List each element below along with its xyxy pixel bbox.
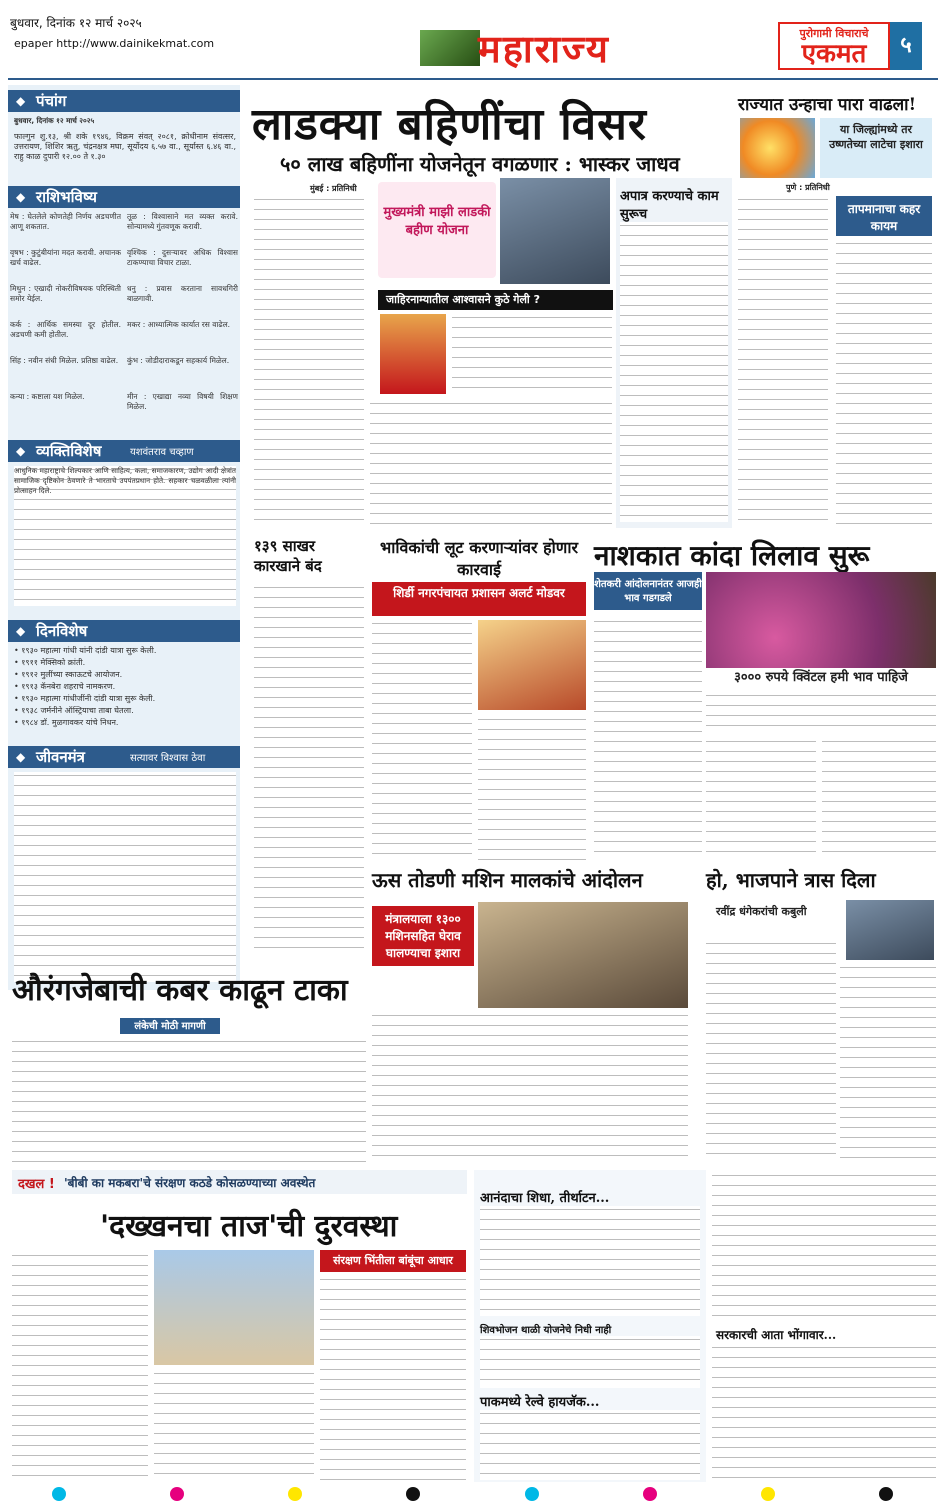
anand-headline: आनंदाचा शिधा, तीर्थाटन... [480,1191,610,1206]
bjp-sub: रवींद्र धंगेकरांची कबुली [716,905,807,918]
website-link[interactable]: epaper http://www.dainikekmat.com [14,37,215,50]
main-col2 [370,400,612,528]
heat-col1 [738,196,828,526]
shirdi-photo [478,620,586,710]
sun-image [740,118,815,178]
bjp-col1 [706,940,836,1162]
jeevan-title: ◆ जीवनमंत्र [8,746,240,768]
railway-text [712,1172,936,1322]
person-text: आधुनिक महाराष्ट्राचे शिल्पकार आणि साहित्य, कला, समाजकारण, उद्योग आदी क्षेत्रांत सामाजिक दृष्टिकोन ठेवणारे ते भारताचे उपपंतप्रधान होते. सहकार चळवळीला त्यांनी प्रोत्साहन दिले. [14,466,236,606]
rashi-grid [10,212,238,430]
looting-col1 [372,620,472,860]
ladki-bahin-logo: मुख्यमंत्री माझी लाडकी बहीण योजना [378,182,496,278]
dinvishesh-item: • १९८४ डॉ. मुळगावकर यांचे निधन. [14,718,119,727]
bhaskar-jadhav-photo [500,178,610,284]
kanda-price: ३००० रुपये क्विंटल हमी भाव पाहिजे [706,668,936,688]
paak-headline: पाकमध्ये रेल्वे हायजॅक... [480,1395,600,1410]
rashi-item: कन्या : कष्टाला यश मिळेल. [10,392,85,401]
sakhar-text [254,584,364,954]
us-headline: ऊस तोडणी मशिन मालकांचे आंदोलन [372,868,643,892]
section-title: महाराज्य [478,26,610,71]
kanda-summary [706,692,936,730]
brand-box [778,22,890,70]
person-title: ◆ व्यक्तिविशेष [8,440,240,462]
heat-box-title: तापमानाचा कहर कायम [836,196,932,236]
taj-col2 [320,1276,466,1482]
rashi-title: ◆ राशिभविष्य [8,186,240,208]
taj-photo [154,1250,314,1365]
rashi-item: धनु : प्रवास करताना सावधगिरी बाळगावी. [127,284,238,303]
kanda-sub: शेतकरी आंदोलनानंतर आजही भाव गडगडले [594,572,702,610]
sarkari-text [712,1344,936,1482]
main-subhead: ५० लाख बहिणींना योजनेतून वगळणार : भास्कर जाधव [280,152,680,176]
bjp-col2 [840,964,936,1162]
heat-byline: पुणे : प्रतिनिधी [786,183,830,192]
heat-col2 [836,240,932,526]
dinvishesh-list [14,646,236,738]
politician-photo [380,314,446,394]
main-col1 [254,196,364,526]
rashi-item: मिथुन : एखादी नोकरीविषयक परिस्थिती समोर येईल. [10,284,121,303]
heat-sub: या जिल्ह्यांमध्ये तर उष्णतेच्या लाटेचा इशारा [820,118,932,178]
anand-text [480,1206,700,1316]
taj-sub: संरक्षण भिंतीला बांबूंचा आधार [320,1250,466,1272]
onion-photo [706,572,936,682]
dinvishesh-item: • १९३० महात्मा गांधी यांनी दांडी यात्रा सुरू केली. [14,646,157,655]
panchang-title: ◆ पंचांग [8,90,240,112]
brand-tagline: पुरोगामी विचाराचे [799,27,869,40]
aurang-text [12,1038,366,1162]
main-headline: लाडक्या बहिणींचा विसर [252,99,647,150]
rashi-item: तूळ : विश्वासाने मत व्यक्त करावे. सोन्यामध्ये गुंतवणूक करावी. [127,212,238,231]
rashi-item: मेष : घेतलेले कोणतेही निर्णय अडचणीत आणू शकतात. [10,212,121,231]
sakhar-headline: १३९ साखर कारखाने बंद [254,537,322,575]
taj-headline: 'दख्खनचा ताज'ची दुरवस्था [100,1209,398,1244]
dinvishesh-item: • १९१३ कॅनबेरा शहराचे नामकरण. [14,682,116,691]
dinvishesh-item: • १९११ मेक्सिको क्रांती. [14,658,86,667]
kanda-col1 [594,618,702,858]
issue-date: बुधवार, दिनांक १२ मार्च २०२५ [10,16,142,30]
box1-title: अपात्र करण्याचे काम सुरूच [620,189,719,222]
dakhal-tag: दखल ! [18,1177,55,1192]
kanda-col3 [822,738,936,858]
us-sub: मंत्रालयाला १३०० मशिनसहित घेराव घालण्याचा इशारा [372,906,474,966]
header-divider [8,78,938,80]
rashi-item: मकर : आध्यात्मिक कार्यात रस वाढेल. [127,320,231,329]
panchang-text: फाल्गुन शु.१३, श्री शके १९४६, विक्रम संवत् २०८१, क्रोधीनाम संवत्सर, उत्तरायण, शिशिर ऋतु, चंद्रनक्षत्र मघा, सूर्योदय ६.५७ वा., सूर्यास्त ६.४६ वा., राहु काळ दुपारी १२.०० ते १.३० [14,132,236,161]
brand-name: एकमत [801,39,867,69]
panchang-date: बुधवार, दिनांक १२ मार्च २०२५ [14,116,95,125]
looting-col2 [478,716,586,860]
box2-text [452,314,612,394]
rashi-item: वृषभ : कुटुंबीयांना मदत करावी. अचानक खर्च वाढेल. [10,248,121,267]
dakhal-title: 'बीबी का मकबरा'चे संरक्षण कठडे कोसळण्याच्या अवस्थेत [64,1176,316,1190]
dhangekar-photo [846,900,934,960]
shirdi-bar: शिर्डी नगरपंचायत प्रशासन अलर्ट मोडवर [372,582,586,616]
color-registration [0,1486,945,1501]
rashi-item: कुंभ : जोडीदाराकडून सहकार्य मिळेल. [127,356,230,365]
looting-headline: भाविकांची लूट करणाऱ्यांवर होणार कारवाई [379,538,579,579]
bjp-headline: हो, भाजपाने त्रास दिला [706,868,876,892]
jeevan-subtitle: सत्यावर विश्वास ठेवा [130,753,206,764]
aurang-sub: लंकेची मोठी मागणी [120,1018,220,1034]
page-number: ५ [890,22,922,70]
shivbhojan-text [480,1336,700,1388]
dinvishesh-title: ◆ दिनविशेष [8,620,240,642]
rashi-item: सिंह : नवीन संधी मिळेल. प्रतिष्ठा वाढेल. [10,356,119,365]
dinvishesh-item: • १९१२ मुलींच्या स्काऊटचे आयोजन. [14,670,123,679]
box2-title: जाहिरनाम्यातील आश्वासने कुठे गेली ? [378,290,613,310]
dinvishesh-item: • १९३० महात्मा गांधीजींनी दांडी यात्रा सुरू केली. [14,694,156,703]
heat-headline: राज्यात उन्हाचा पारा वाढला! [738,95,917,115]
aurang-headline: औरंगजेबाची कबर काढून टाका [12,973,348,1008]
box1-text [620,222,728,522]
kanda-col2 [706,738,816,858]
taj-col1 [12,1252,148,1482]
kanda-headline: नाशकात कांदा लिलाव सुरू [594,539,870,572]
rashi-item: कर्क : आर्थिक समस्या दूर होतील. अडचणी कमी होतील. [10,320,121,339]
dinvishesh-item: • १९३८ जर्मनीने ऑस्ट्रियाचा ताबा घेतला. [14,706,134,715]
us-photo [478,902,688,1008]
sarkari-headline: सरकारची आता भोंगावार... [716,1328,837,1342]
taj-col3 [154,1370,314,1482]
masthead-graphic [420,30,480,66]
us-text [372,1012,688,1162]
jeevan-text [14,772,236,982]
paak-text [480,1410,700,1480]
rashi-item: मीन : एखाद्या नव्या विषयी शिक्षण मिळेल. [127,392,238,411]
rashi-item: वृश्चिक : दुसऱ्यावर अधिक विश्वास टाकण्याचा विचार टाळा. [127,248,238,267]
main-byline: मुंबई : प्रतिनिधी [310,184,357,193]
person-subtitle: यशवंतराव चव्हाण [130,447,194,458]
shivbhojan-headline: शिवभोजन थाळी योजनेचे निधी नाही [480,1325,612,1336]
